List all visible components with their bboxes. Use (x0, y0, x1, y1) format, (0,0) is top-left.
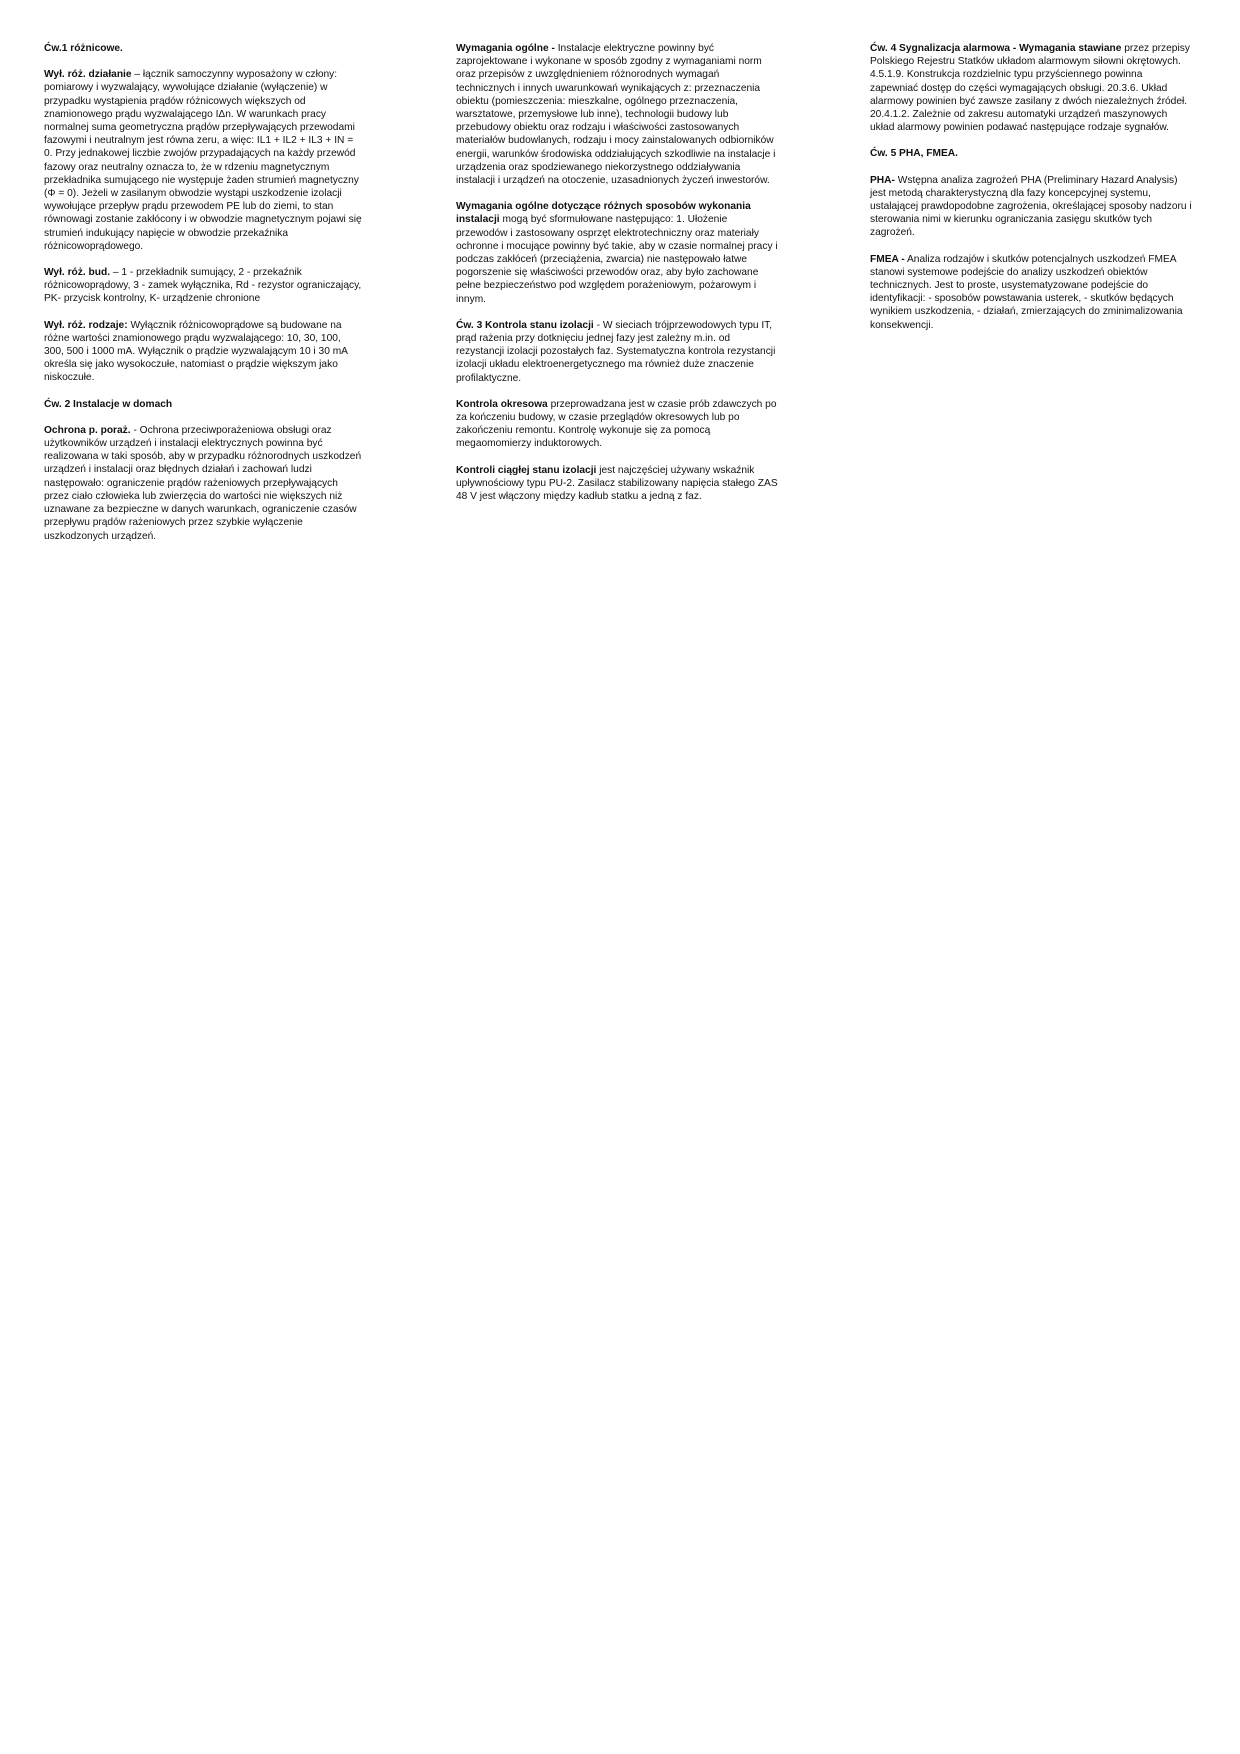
paragraph-heading: Wymagania ogólne dotyczące różnych sposobów wykonania instalacji (456, 201, 751, 226)
paragraph-heading: Ćw. 3 Kontrola stanu izolacji (456, 319, 594, 331)
paragraph (44, 266, 362, 306)
paragraph-text: przeprowadzana jest w czasie prób zdawczych po za kończeniu budowy, w czasie przeglądów okresowych lub po zakończeniu remontu. Kontrolę wykonuje się za pomocą megaomomierzy induktorowych. (456, 398, 777, 450)
paragraph-gap (456, 306, 778, 319)
paragraph (456, 200, 778, 306)
paragraph-heading: Ćw. 5 PHA, FMEA. (870, 148, 958, 160)
paragraph (44, 42, 362, 55)
paragraph (870, 42, 1192, 134)
paragraph-text: - W sieciach trójprzewodowych typu IT, prąd rażenia przy dotknięciu jednej fazy jest zależny m.in. od rezystancji izolacji pozostałych faz. Systematyczna kontrola rezystancji izolacji układu elektroenergetycznego ma również duże znaczenie profilaktyczne. (456, 319, 776, 384)
column-2 (456, 42, 778, 516)
paragraph-gap (870, 240, 1192, 253)
paragraph-gap (870, 161, 1192, 174)
paragraph-gap (44, 543, 362, 556)
paragraph (870, 174, 1192, 240)
paragraph-gap (870, 134, 1192, 147)
paragraph-heading: Ćw. 2 Instalacje w domach (44, 398, 173, 410)
paragraph-gap (456, 451, 778, 464)
paragraph-heading: Ochrona p. poraż. (44, 424, 131, 436)
paragraph-text: jest najczęściej używany wskaźnik upływnościowy typu PU-2. Zasilacz stabilizowany napięcia stałego ZAS 48 V jest włączony między kadłub statku a jedną z faz. (456, 464, 778, 503)
paragraph (44, 424, 362, 543)
paragraph-text: Wstępna analiza zagrożeń PHA (Preliminary Hazard Analysis) jest metodą charakterystyczną dla fazy koncepcyjnej systemu, ustalającej prawdopodobne zagrożenia, określającej sposoby nadzoru i sterowania nimi w kierunku ograniczania zasięgu skutków tych zagrożeń. (870, 174, 1192, 239)
paragraph-gap (44, 253, 362, 266)
paragraph-text: Analiza rodzajów i skutków potencjalnych uszkodzeń FMEA stanowi systemowe podejście do analizy uszkodzeń obiektów technicznych. Jest to proste, usystematyzowane podejście do identyfikacji: - sposobów powstawania usterek, - skutków będących wynikiem uszkodzenia, - działań, zmierzających do zminimalizowania konsekwencji. (870, 253, 1183, 331)
paragraph-heading: Wymagania ogólne - (456, 43, 555, 54)
paragraph-text: Wyłącznik różnicowoprądowe są budowane na różne wartości znamionowego prądu wyzwalającego: 10, 30, 100, 300, 500 i 1000 mA. Wyłącznik o prądzie wyzwalającym 10 i 30 mA określa się jako wysokoczułe, natomiast o prądzie większym jako niskoczułe. (44, 319, 348, 384)
column-1 (44, 42, 362, 556)
paragraph (456, 398, 778, 451)
paragraph (44, 68, 362, 253)
paragraph-heading: Ćw. 4 Sygnalizacja alarmowa - Wymagania stawiane (870, 43, 1122, 54)
paragraph-gap (456, 503, 778, 516)
paragraph-text: – łącznik samoczynny wyposażony w człony: pomiarowy i wyzwalający, wywołujące działanie (wyłączenie) w przypadku wystąpienia prądów różnicowych większych od znamionowego prądu wyzwalającego IΔn. W warunkach pracy normalnej suma geometryczna prądów przepływających przewodami fazowymi i neutralnym jest równa zeru, a więc: IL1 + IL2 + IL3 + IN = 0. Przy jednakowej liczbie zwojów przypadających na każdy przewód fazowy oraz neutralny oznacza to, że w rdzeniu magnetycznym przekładnika sumującego nie występuje żaden strumień magnetyczny (Φ = 0). Jeżeli w zasilanym obwodzie wystąpi uszkodzenie izolacji wywołujące przepływ prądu przewodem PE lub do ziemi, to stan równowagi zostanie zakłócony i w obwodzie magnetycznym pojawi się strumień indukujący napięcie w obwodzie przekaźnika różnicowoprądowego. (44, 69, 362, 252)
paragraph-heading: PHA- (870, 174, 895, 186)
paragraph-heading: Ćw.1 różnicowe. (44, 43, 123, 54)
paragraph-gap (456, 385, 778, 398)
paragraph-heading: Kontrola okresowa (456, 398, 548, 410)
paragraph-gap (44, 411, 362, 424)
paragraph (456, 42, 778, 187)
paragraph (456, 319, 778, 385)
paragraph (44, 319, 362, 385)
paragraph-text: przez przepisy Polskiego Rejestru Statków układom alarmowym siłowni okrętowych. 4.5.1.9. Konstrukcja rozdzielnic typu przyściennego powinna zapewniać dostęp do części wymagających obsługi. 20.3.6. Układ alarmowy powinien być zawsze zasilany z dwóch niezależnych źródeł. 20.4.1.2. Zależnie od zakresu automatyki urządzeń maszynowych układ alarmowy powinien podawać następujące rodzaje sygnałów. (870, 43, 1190, 134)
paragraph (870, 147, 1192, 160)
paragraph-heading: Wył. róż. rodzaje: (44, 319, 128, 331)
paragraph-gap (44, 306, 362, 319)
paragraph (44, 398, 362, 411)
paragraph-heading: Wył. róż. działanie (44, 69, 132, 81)
paragraph-heading: Wył. róż. bud. (44, 267, 111, 279)
paragraph (456, 464, 778, 504)
column-3 (870, 42, 1192, 345)
paragraph-gap (456, 187, 778, 200)
paragraph-text: - Ochrona przeciwporażeniowa obsługi oraz użytkowników urządzeń i instalacji elektrycznych powinna być realizowana w taki sposób, aby w przypadku różnorodnych uszkodzeń urządzeń i instalacji oraz błędnych działań i zachowań ludzi następowało: ograniczenie prądów rażeniowych przepływających przez ciało człowieka lub zwierzęcia do wartości nie większych niż uznawane za bezpieczne w danych warunkach, ograniczenie czasów przepływu prądów rażeniowych przez szybkie wyłączenie uszkodzonych urządzeń. (44, 424, 362, 542)
paragraph-gap (44, 385, 362, 398)
paragraph-heading: Kontroli ciągłej stanu izolacji (456, 464, 597, 476)
paragraph-text: Instalacje elektryczne powinny być zaprojektowane i wykonane w sposób zgodny z wymaganiami norm oraz przepisów z uwzględnieniem różnorodnych wymagań technicznych i innych uwarunkowań wynikających z: przeznaczenia obiektu (pomieszczenia: mieszkalne, ogólnego przeznaczenia, warsztatowe, przemysłowe lub inne), technologii budowy lub przebudowy obiektu oraz rodzaju i właściwości zastosowanych materiałów budowlanych, rodzaju i mocy zainstalowanych odbiorników energii, warunków środowiska oddziałujących szkodliwie na instalacje i urządzenia oraz spodziewanego niekorzystnego oddziaływania instalacji i urządzeń na otoczenie, uzasadnionych życzeń inwestorów. (456, 43, 776, 187)
paragraph-heading: FMEA - (870, 253, 905, 265)
paragraph-text: mogą być sformułowane następująco: 1. Ułożenie przewodów i zastosowany osprzęt elektrotechniczny oraz materiały ochronne i mocujące powinny być takie, aby w czasie normalnej pracy i podczas zakłóceń (przeciążenia, zwarcia) nie następowało łatwe pogorszenie się właściwości przewodów oraz, aby było zachowane pełne bezpieczeństwo pod względem porażeniowym, pożarowym i innym. (456, 214, 778, 305)
paragraph-gap (870, 332, 1192, 345)
paragraph-gap (44, 55, 362, 68)
paragraph (870, 253, 1192, 332)
paragraph-text: – 1 - przekładnik sumujący, 2 - przekaźnik różnicowoprądowy, 3 - zamek wyłącznika, Rd - rezystor ograniczający, PK- przycisk kontrolny, K- urządzenie chronione (44, 267, 362, 305)
